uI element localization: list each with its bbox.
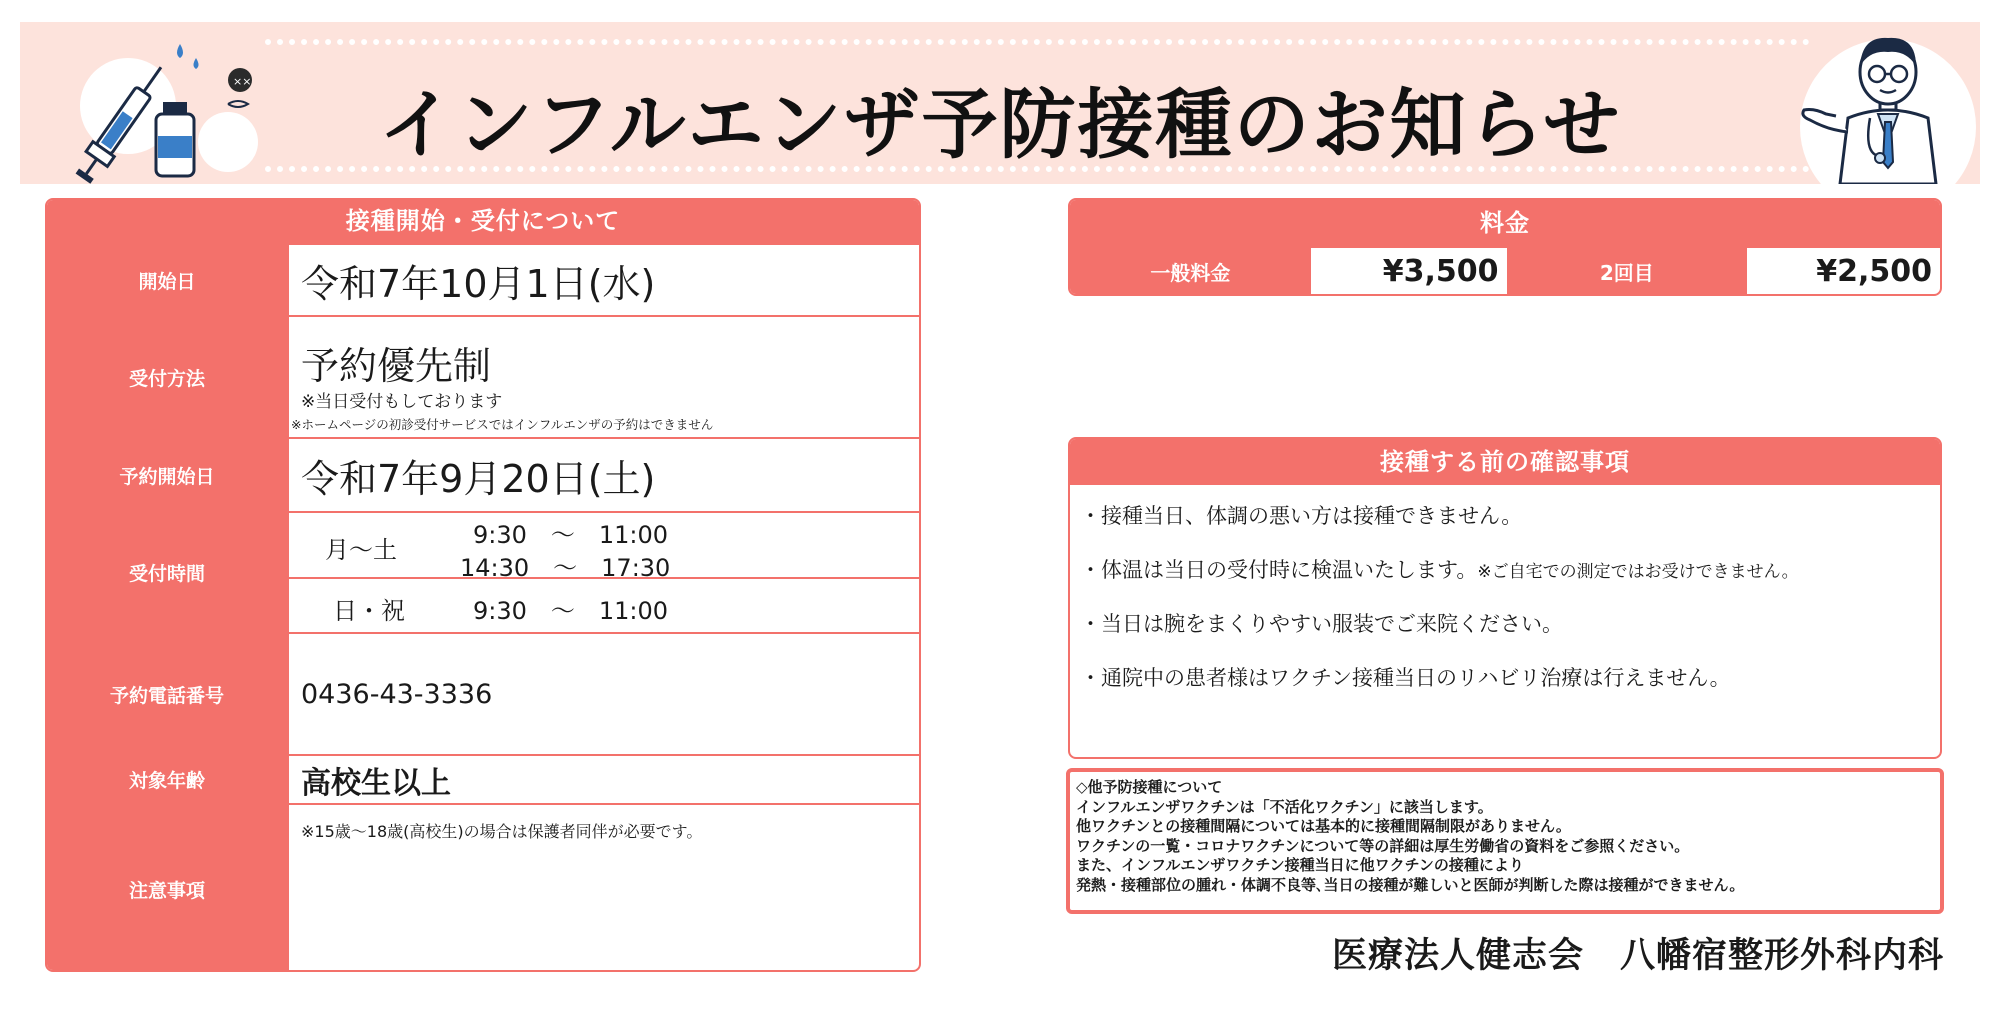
target-age-value: 高校生以上 (301, 765, 451, 801)
row-reception-hours (47, 511, 919, 632)
other-vaccines-line: また、インフルエンザワクチン接種当日に他ワクチンの接種により (1076, 856, 1524, 874)
check-item (1080, 555, 1940, 609)
reception-method-subnote: ※ホームページの初診受付サービスではインフルエンザの予約はできません (291, 417, 714, 432)
doctor-icon (1770, 22, 1990, 184)
svg-text:××: ×× (233, 75, 252, 88)
start-date-label: 開始日 (47, 245, 289, 315)
general-price-label: 一般料金 (1070, 248, 1311, 294)
price-heading: 料金 (1070, 200, 1940, 246)
notes-value: ※15歳～18歳(高校生)の場合は保護者同伴が必要です。 (301, 822, 703, 841)
check-item: ・当日は腕をまくりやすい服装でご来院ください。 (1080, 612, 1563, 636)
weekday-pm-hours: 14:30 ～ 17:30 (460, 554, 671, 582)
weekday-am-hours: 9:30 ～ 11:00 (473, 521, 669, 549)
header-banner (20, 22, 1980, 184)
second-price-label: 2回目 (1507, 248, 1748, 294)
check-list (1070, 485, 1940, 717)
check-item-text: ・体温は当日の受付時に検温いたします。 (1080, 558, 1478, 582)
reservation-start-value: 令和7年9月20日(土) (301, 456, 656, 501)
reception-method-label: 受付方法 (47, 317, 289, 437)
dotted-line-top (265, 39, 1810, 45)
check-heading: 接種する前の確認事項 (1070, 439, 1940, 485)
row-start-date (47, 243, 919, 315)
other-vaccines-panel (1066, 768, 1944, 914)
reservation-start-label: 予約開始日 (47, 439, 289, 511)
row-reservation-start (47, 437, 919, 511)
notes-label: 注意事項 (47, 805, 289, 972)
row-phone (47, 632, 919, 754)
target-age-label: 対象年齢 (47, 756, 289, 803)
check-panel (1068, 437, 1942, 759)
schedule-panel (45, 198, 921, 972)
row-notes (47, 803, 919, 972)
check-item-note: ※ご自宅での測定ではお受けできません。 (1477, 562, 1799, 582)
price-panel (1068, 198, 1942, 296)
row-reception-method (47, 315, 919, 437)
reception-method-value: 予約優先制 (301, 344, 492, 388)
schedule-heading: 接種開始・受付について (47, 200, 919, 243)
phone-label: 予約電話番号 (47, 634, 289, 754)
other-vaccines-line: ◇他予防接種について (1076, 778, 1223, 796)
check-item: ・接種当日、体調の悪い方は接種できません。 (1080, 504, 1523, 528)
check-item: ・通院中の患者様はワクチン接種当日のリハビリ治療は行えません。 (1080, 666, 1731, 690)
general-price-value: ¥3,500 (1382, 253, 1499, 289)
phone-number[interactable]: 0436-43-3336 (301, 678, 493, 710)
other-vaccines-line: ワクチンの一覧・コロナワクチンについて等の詳細は厚生労働省の資料をご参照ください。 (1076, 836, 1690, 855)
row-target-age (47, 754, 919, 803)
start-date-value: 令和7年10月1日(水) (301, 261, 656, 306)
other-vaccines-line: 他ワクチンとの接種間隔については基本的に接種間隔制限がありません。 (1076, 817, 1571, 835)
weekday-label: 月～土 (325, 536, 397, 564)
holiday-hours: 9:30 ～ 11:00 (473, 597, 669, 625)
other-vaccines-line: インフルエンザワクチンは「不活化ワクチン」に該当します。 (1076, 797, 1493, 816)
reception-hours-label: 受付時間 (47, 513, 289, 632)
organization-name: 医療法人健志会 八幡宿整形外科内科 (1331, 936, 1944, 976)
price-row (1070, 246, 1940, 294)
second-price-value: ¥2,500 (1816, 253, 1932, 289)
reception-method-note: ※当日受付もしております (301, 392, 503, 412)
other-vaccines-line: 発熱・接種部位の腫れ・体調不良等､当日の接種が難しいと医師が判断した際は接種ができません。 (1076, 875, 1745, 894)
holiday-label: 日・祝 (333, 597, 405, 625)
page-title: インフルエンザ予防接種のお知らせ (378, 80, 1622, 169)
